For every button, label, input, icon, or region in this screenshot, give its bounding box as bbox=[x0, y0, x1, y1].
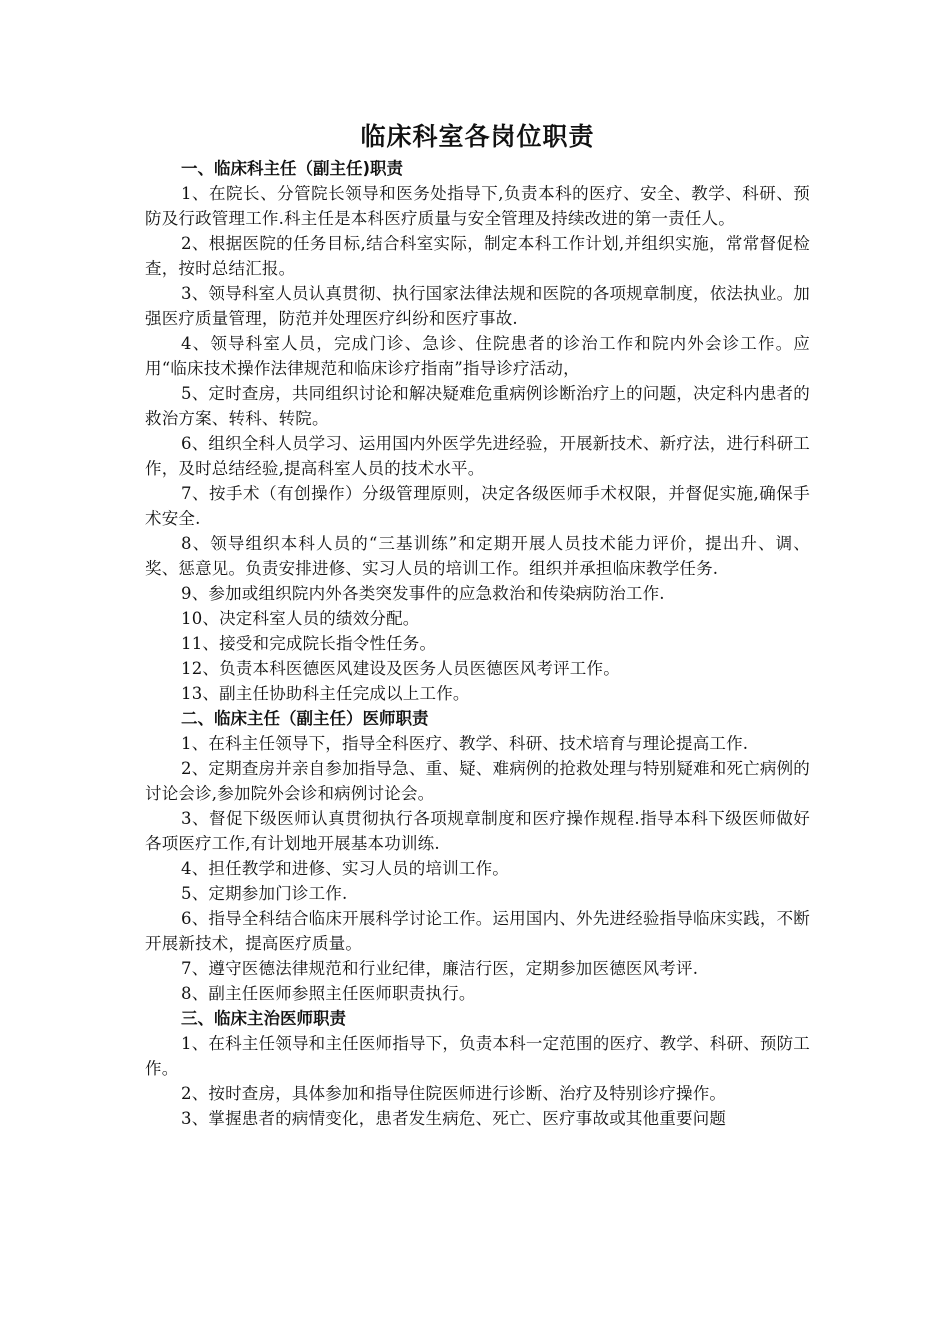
duty-item: 4、担任教学和进修、实习人员的培训工作。 bbox=[181, 859, 509, 878]
section-heading: 三、临床主治医师职责 bbox=[181, 1009, 346, 1028]
duty-item: 1、在科主任领导和主任医师指导下，负责本科一定范围的医疗、教学、科研、预防工作。 bbox=[145, 1034, 810, 1078]
duty-item: 11、接受和完成院长指令性任务。 bbox=[181, 634, 437, 653]
duty-item: 2、定期查房并亲自参加指导急、重、疑、难病例的抢救处理与特别疑难和死亡病例的讨论会诊,参加院外会诊和病例讨论会。 bbox=[145, 759, 810, 803]
duty-item: 2、根据医院的任务目标,结合科室实际，制定本科工作计划,并组织实施，常常督促检查，按时总结汇报。 bbox=[145, 234, 810, 278]
duty-item: 12、负责本科医德医风建设及医务人员医德医风考评工作。 bbox=[181, 659, 620, 678]
duty-item: 10、决定科室人员的绩效分配。 bbox=[181, 609, 420, 628]
duty-item: 8、副主任医师参照主任医师职责执行。 bbox=[181, 984, 476, 1003]
section-1 bbox=[145, 156, 810, 706]
document-title: 临床科室各岗位职责 bbox=[360, 122, 595, 151]
document-body bbox=[145, 156, 810, 1131]
duty-item: 7、遵守医德法律规范和行业纪律，廉洁行医，定期参加医德医风考评. bbox=[181, 959, 699, 978]
duty-item: 6、指导全科结合临床开展科学讨论工作。运用国内、外先进经验指导临床实践，不断开展新技术，提高医疗质量。 bbox=[145, 909, 810, 953]
duty-item: 5、定时查房，共同组织讨论和解决疑难危重病例诊断治疗上的问题，决定科内患者的救治方案、转科、转院。 bbox=[145, 384, 810, 428]
duty-item: 9、参加或组织院内外各类突发事件的应急救治和传染病防治工作. bbox=[181, 584, 665, 603]
section-2 bbox=[145, 706, 810, 1006]
duty-item: 3、掌握患者的病情变化，患者发生病危、死亡、医疗事故或其他重要问题 bbox=[181, 1109, 727, 1128]
duty-item: 4、领导科室人员，完成门诊、急诊、住院患者的诊治工作和院内外会诊工作。应用“临床技术操作法律规范和临床诊疗指南”指导诊疗活动， bbox=[145, 334, 810, 378]
duty-item: 13、副主任协助科主任完成以上工作。 bbox=[181, 684, 470, 703]
section-3 bbox=[145, 1006, 810, 1131]
section-heading: 二、临床主任（副主任）医师职责 bbox=[181, 709, 429, 728]
section-heading: 一、临床科主任（副主任)职责 bbox=[181, 159, 404, 178]
duty-item: 8、领导组织本科人员的“三基训练”和定期开展人员技术能力评价，提出升、调、奖、惩意见。负责安排进修、实习人员的培训工作。组织并承担临床教学任务. bbox=[145, 534, 810, 578]
duty-item: 5、定期参加门诊工作. bbox=[181, 884, 348, 903]
duty-item: 3、督促下级医师认真贯彻执行各项规章制度和医疗操作规程.指导本科下级医师做好各项医疗工作,有计划地开展基本功训练. bbox=[145, 809, 810, 853]
duty-item: 1、在院长、分管院长领导和医务处指导下,负责本科的医疗、安全、教学、科研、预防及行政管理工作.科主任是本科医疗质量与安全管理及持续改进的第一责任人。 bbox=[145, 184, 810, 228]
duty-item: 3、领导科室人员认真贯彻、执行国家法律法规和医院的各项规章制度，依法执业。加强医疗质量管理，防范并处理医疗纠纷和医疗事故. bbox=[145, 284, 810, 328]
duty-item: 1、在科主任领导下，指导全科医疗、教学、科研、技术培育与理论提高工作. bbox=[181, 734, 749, 753]
duty-item: 2、按时查房，具体参加和指导住院医师进行诊断、治疗及特别诊疗操作。 bbox=[181, 1084, 727, 1103]
document-page bbox=[145, 118, 810, 1131]
duty-item: 6、组织全科人员学习、运用国内外医学先进经验，开展新技术、新疗法，进行科研工作，及时总结经验,提高科室人员的技术水平。 bbox=[145, 434, 810, 478]
duty-item: 7、按手术（有创操作）分级管理原则，决定各级医师手术权限，并督促实施,确保手术安全. bbox=[145, 484, 810, 528]
